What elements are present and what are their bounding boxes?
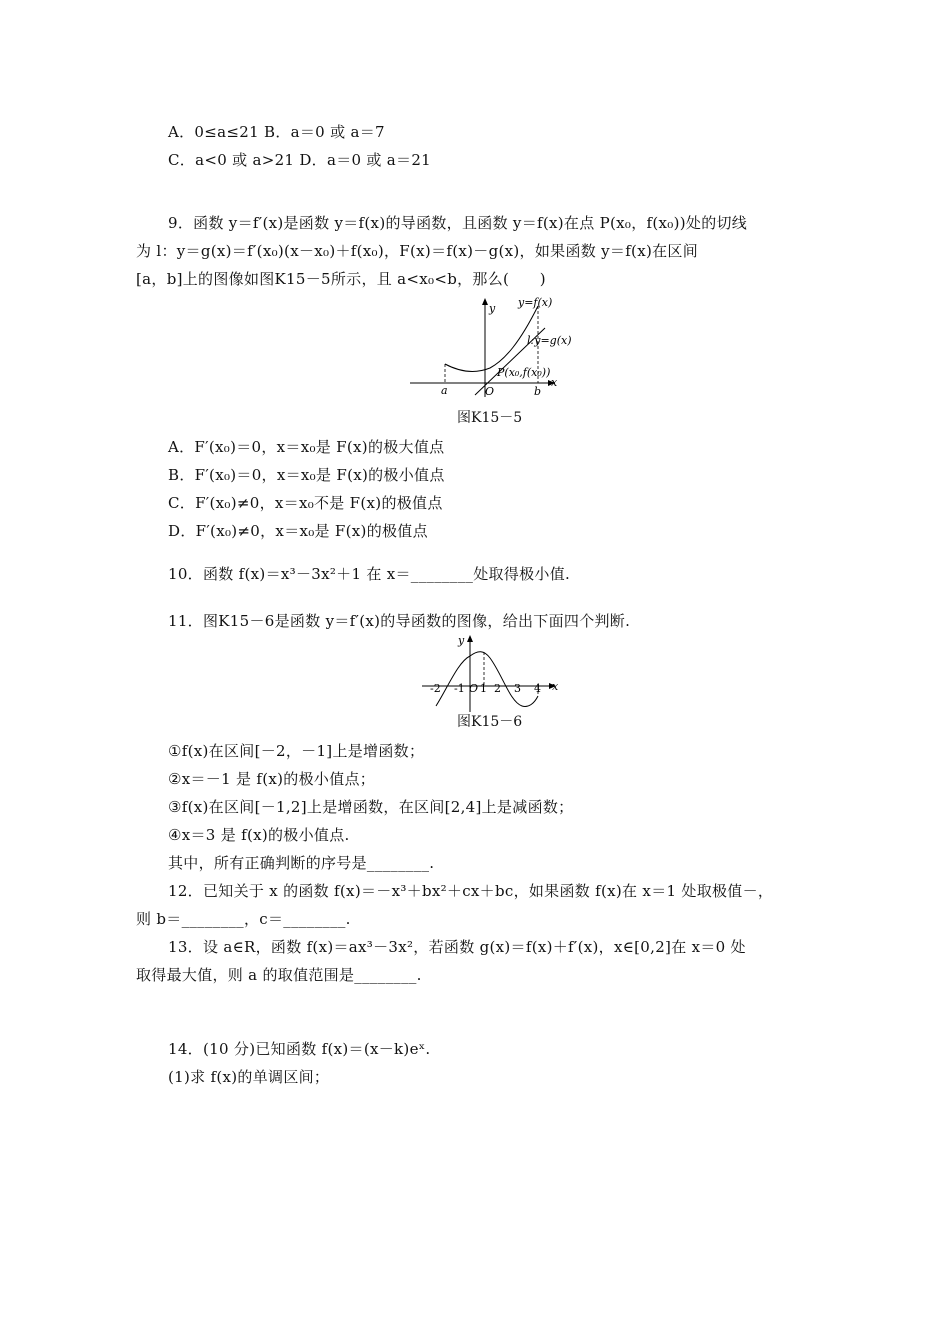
y-axis-arrow — [482, 298, 488, 305]
q9-option-c: C．F′(x₀)≠0，x＝x₀不是 F(x)的极值点 — [168, 494, 443, 512]
figure-k15-6-caption: 图K15－6 — [457, 714, 523, 730]
q11-intro: 11．图K15－6是函数 y＝f′(x)的导函数的图像，给出下面四个判断. — [168, 612, 631, 630]
derivative-curve — [436, 652, 538, 707]
label-b: b — [534, 385, 542, 398]
q13-line2: 取得最大值，则 a 的取值范围是________. — [136, 966, 422, 984]
label-origin: O — [469, 682, 479, 695]
q9-option-d: D．F′(x₀)≠0，x＝x₀是 F(x)的极值点 — [168, 522, 428, 540]
q14-line1: 14．(10 分)已知函数 f(x)＝(x－k)eˣ. — [168, 1040, 431, 1058]
y-axis-arrow — [467, 635, 473, 642]
label-curve: y=f(x) — [518, 296, 553, 309]
label-x-axis: x — [552, 680, 559, 693]
label-m1: -1 — [454, 682, 465, 695]
q13-line1: 13．设 a∈R，函数 f(x)＝ax³－3x²，若函数 g(x)＝f(x)＋f′(x)，x∈[0,2]在 x＝0 处 — [168, 938, 746, 956]
q12-line2: 则 b＝________，c＝________. — [136, 910, 351, 928]
q11-ask: 其中，所有正确判断的序号是________. — [168, 854, 435, 872]
q9-option-a: A．F′(x₀)＝0，x＝x₀是 F(x)的极大值点 — [168, 438, 445, 456]
q14-part1: (1)求 f(x)的单调区间； — [168, 1068, 330, 1086]
label-a: a — [441, 384, 448, 397]
label-y-axis: y — [489, 302, 496, 315]
q9-option-b: B．F′(x₀)＝0，x＝x₀是 F(x)的极小值点 — [168, 466, 445, 484]
label-p1: 1 — [480, 682, 487, 695]
q9-stem-line1: 9．函数 y＝f′(x)是函数 y＝f(x)的导函数，且函数 y＝f(x)在点 P(x₀，f(x₀))处的切线 — [168, 214, 748, 232]
q11-item-2: ②x＝－1 是 f(x)的极小值点； — [168, 770, 376, 788]
label-p4: 4 — [534, 682, 541, 695]
label-point: P(x₀,f(x₀)) — [497, 366, 551, 379]
q11-item-3: ③f(x)在区间[－1,2]上是增函数，在区间[2,4]上是减函数； — [168, 798, 574, 816]
label-y-axis: y — [458, 634, 465, 647]
label-origin: O — [485, 385, 495, 398]
q10-text: 10．函数 f(x)＝x³－3x²＋1 在 x＝________处取得极小值. — [168, 565, 571, 583]
label-m2: -2 — [430, 682, 441, 695]
q9-stem-line3: [a，b]上的图像如图K15－5所示，且 a<x₀<b，那么( ) — [136, 270, 546, 288]
label-p2: 2 — [494, 682, 501, 695]
figure-k15-5-caption: 图K15－5 — [457, 410, 523, 426]
figure-k15-6 — [418, 632, 568, 714]
figure-k15-5 — [405, 292, 595, 402]
label-p3: 3 — [514, 682, 521, 695]
label-x-axis: x — [551, 376, 558, 389]
q12-line1: 12．已知关于 x 的函数 f(x)＝－x³＋bx²＋cx＋bc，如果函数 f(x)在 x＝1 处取极值－， — [168, 882, 774, 900]
q8-options-line1: A．0≤a≤21 B．a＝0 或 a＝7 — [168, 123, 385, 141]
q11-item-1: ①f(x)在区间[－2，－1]上是增函数； — [168, 742, 425, 760]
q11-item-4: ④x＝3 是 f(x)的极小值点. — [168, 826, 350, 844]
q8-options-line2: C．a<0 或 a>21 D．a＝0 或 a＝21 — [168, 151, 432, 169]
q9-stem-line2: 为 l：y＝g(x)＝f′(x₀)(x－x₀)＋f(x₀)，F(x)＝f(x)－g(x)，如果函数 y＝f(x)在区间 — [136, 242, 699, 260]
curve-f — [445, 306, 538, 371]
label-tangent: l:y=g(x) — [527, 334, 572, 347]
